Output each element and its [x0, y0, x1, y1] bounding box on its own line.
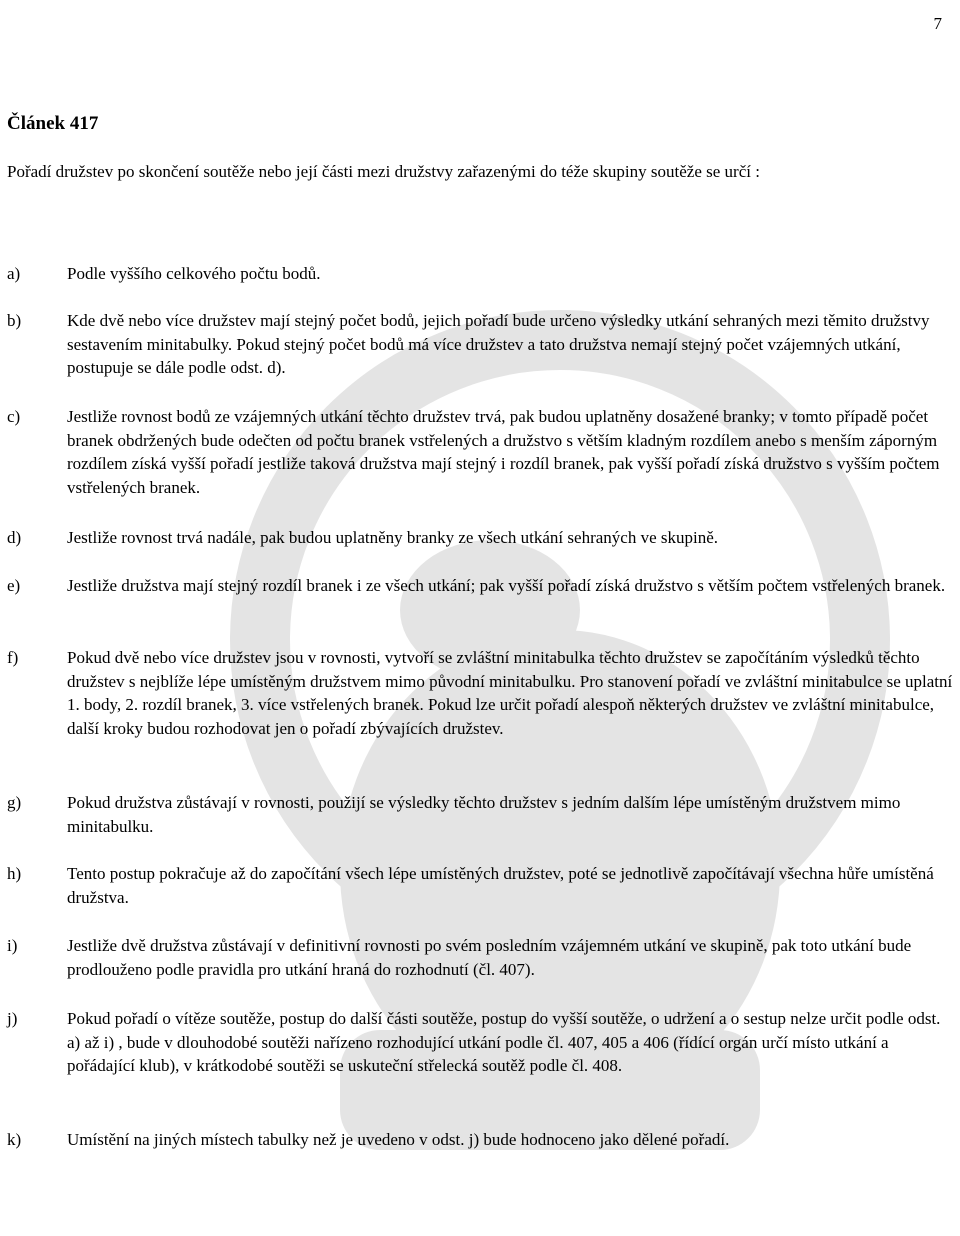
item-text: Jestliže rovnost trvá nadále, pak budou uplatněny branky ze všech utkání sehraných ve skupině.: [67, 528, 718, 547]
item-marker: j): [7, 1009, 18, 1028]
item-marker: g): [7, 793, 22, 812]
item-marker: c): [7, 407, 21, 426]
item-text: Tento postup pokračuje až do započítání všech lépe umístěných družstev, poté se jednotlivě započítávají všechna hůře umístěná družstva.: [67, 864, 934, 907]
item-text: Pokud dvě nebo více družstev jsou v rovnosti, vytvoří se zvláštní minitabulka těchto družstev se započítáním výsledků těchto družstev s nejblíže lépe umístěným družstvem mimo původní minitabulku. Pro stanovení pořadí ve zvláštní minitabulce se uplatní 1. body, 2. rozdíl branek, 3. více vstřelených branek. Pokud lze určit pořadí alespoň některých družstev ve zvláštní minitabulce, další kroky budou rozhodovat jen o pořadí zbývajících družstev.: [67, 648, 953, 738]
page-number: 7: [933, 14, 942, 33]
item-text: Pokud družstva zůstávají v rovnosti, použijí se výsledky těchto družstev s jedním dalším lépe umístěným družstvem mimo minitabulku.: [67, 793, 901, 836]
item-marker: d): [7, 528, 22, 547]
intro-paragraph: Pořadí družstev po skončení soutěže nebo její části mezi družstvy zařazenými do téže skupiny soutěže se určí :: [7, 162, 760, 181]
article-title: Článek 417: [7, 113, 99, 134]
item-marker: h): [7, 864, 22, 883]
item-marker: i): [7, 936, 18, 955]
item-marker: e): [7, 576, 21, 595]
item-text: Podle vyššího celkového počtu bodů.: [67, 264, 321, 283]
item-text: Jestliže rovnost bodů ze vzájemných utkání těchto družstev trvá, pak budou uplatněny dosažené branky; v tomto případě počet branek obdržených bude odečten od počtu branek vstřelených a družstvo s větším kladným rozdílem anebo s menším záporným rozdílem získá vyšší pořadí jestliže taková družstva mají stejný i rozdíl branek, pak vyšší pořadí získá družstvo s vyšším počtem vstřelených branek.: [67, 407, 940, 497]
item-text: Pokud pořadí o vítěze soutěže, postup do další části soutěže, postup do vyšší soutěže, o udržení a o sestup nelze určit podle odst. a) až i) , bude v dlouhodobé soutěži nařízeno rozhodující utkání podle čl. 407, 405 a 406 (řídící orgán určí místo utkání a pořádající klub), v krátkodobé soutěži se uskuteční střelecká soutěž podle čl. 408.: [67, 1009, 941, 1075]
item-marker: f): [7, 648, 19, 667]
item-marker: k): [7, 1130, 22, 1149]
item-text: Jestliže dvě družstva zůstávají v definitivní rovnosti po svém posledním vzájemném utkání ve skupině, pak toto utkání bude prodlouženo podle pravidla pro utkání hraná do rozhodnutí (čl. 407).: [67, 936, 912, 979]
item-marker: b): [7, 311, 22, 330]
item-text: Umístění na jiných místech tabulky než je uvedeno v odst. j) bude hodnoceno jako dělené pořadí.: [67, 1130, 730, 1149]
item-marker: a): [7, 264, 21, 283]
item-text: Jestliže družstva mají stejný rozdíl branek i ze všech utkání; pak vyšší pořadí získá družstvo s větším počtem vstřelených branek.: [67, 576, 946, 595]
item-text: Kde dvě nebo více družstev mají stejný počet bodů, jejich pořadí bude určeno výsledky utkání sehraných mezi těmito družstvy sestavením minitabulky. Pokud stejný počet bodů má více družstev a tato družstva nemají stejný počet vzájemných utkání, postupuje se dále podle odst. d).: [67, 311, 930, 377]
